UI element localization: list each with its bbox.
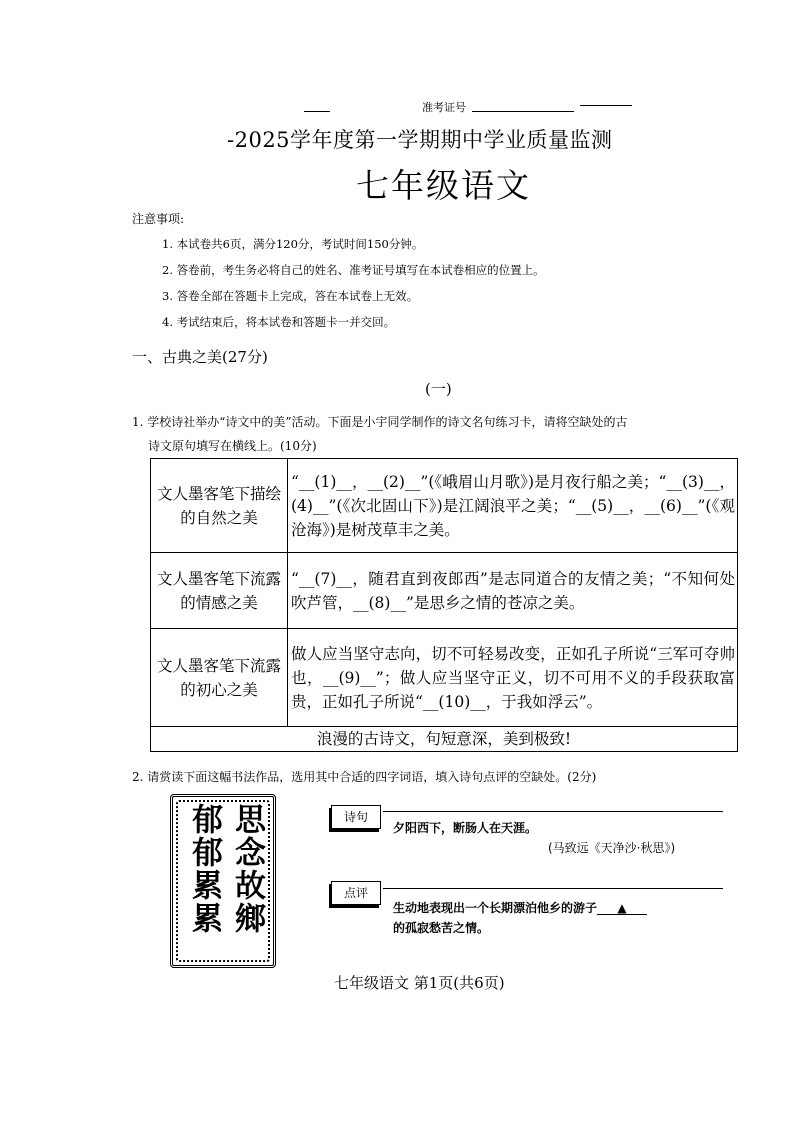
table-row <box>151 553 738 629</box>
name-blank-line <box>304 111 330 112</box>
table-category: 文人墨客笔下描绘的自然之美 <box>151 459 288 553</box>
comment-tag: 点评 <box>331 881 381 905</box>
page-footer: 七年级语文 第1页(共6页) <box>334 974 505 992</box>
notice-item: 3. 答卷全部在答题卡上完成，答在本试卷上无效。 <box>162 289 419 303</box>
notice-item: 1. 本试卷共6页，满分120分，考试时间150分钟。 <box>162 237 424 251</box>
comment-line: 的孤寂愁苦之情。 <box>393 921 490 935</box>
question-2-text: 2. 请赏读下面这幅书法作品，选用其中合适的四字词语，填入诗句点评的空缺处。(2分) <box>132 770 597 784</box>
calligraphy-artwork <box>170 794 276 968</box>
question-1-line-1: 1. 学校诗社举办“诗文中的美”活动。下面是小宇同学制作的诗文名句练习卡，请将空缺处的古 <box>132 415 628 429</box>
subject-title: 七年级语文 <box>356 166 531 205</box>
poem-line: 夕阳西下，断肠人在天涯。 <box>393 821 538 835</box>
main-title: -2025学年度第一学期期中学业质量监测 <box>227 128 613 152</box>
comment-line <box>393 899 647 916</box>
notice-item: 4. 考试结束后，将本试卷和答题卡一并交回。 <box>162 315 396 329</box>
question-1-line-2: 诗文原句填写在横线上。(10分) <box>148 439 317 453</box>
table-row <box>151 629 738 727</box>
table-category: 文人墨客笔下流露的初心之美 <box>151 629 288 727</box>
table-content: “__(7)__，随君直到夜郎西”是志同道合的友情之美；“不知何处吹芦管，__(8)__”是思乡之情的苍凉之美。 <box>288 553 738 629</box>
table-summary: 浪漫的古诗文，句短意深，美到极致! <box>151 727 738 752</box>
table-row <box>151 459 738 553</box>
calligraphy-left-column: 郁郁累累 <box>186 803 222 935</box>
exam-id-label: 准考证号 <box>422 101 466 114</box>
table-row <box>151 727 738 752</box>
poem-tag: 诗句 <box>331 805 381 829</box>
comment-text: 生动地表现出一个长期漂泊他乡的游子 <box>393 901 598 915</box>
poem-source: (马致远《天净沙·秋思》) <box>548 841 676 855</box>
notice-item: 2. 答卷前，考生务必将自己的姓名、准考证号填写在本试卷相应的位置上。 <box>162 263 545 277</box>
comment-tag-rule <box>383 888 723 889</box>
exam-id-blank-line-2 <box>580 105 632 106</box>
notice-heading: 注意事项: <box>132 212 185 226</box>
exam-id-blank-line <box>472 111 574 112</box>
comment-blank <box>597 902 647 915</box>
blank-marker: ▲ <box>617 901 627 915</box>
poem-tag-rule <box>383 811 723 812</box>
section-title: 一、古典之美(27分) <box>132 348 268 366</box>
part-label: (一) <box>425 380 452 398</box>
table-content: 做人应当坚守志向，切不可轻易改变，正如孔子所说“三军可夺帅也，__(9)__”；做人应当坚守正义，切不可用不义的手段获取富贵，正如孔子所说“__(10)__，于我如浮云”。 <box>288 629 738 727</box>
poem-practice-table <box>150 458 738 752</box>
calligraphy-right-column: 思念故鄉 <box>229 803 265 935</box>
table-content: “__(1)__，__(2)__”(《峨眉山月歌》)是月夜行船之美；“__(3)__，(4)__”(《次北固山下》)是江阔浪平之美；“__(5)__，__(6)__”(《观沧海》)是树茂草丰之美。 <box>288 459 738 553</box>
table-category: 文人墨客笔下流露的情感之美 <box>151 553 288 629</box>
